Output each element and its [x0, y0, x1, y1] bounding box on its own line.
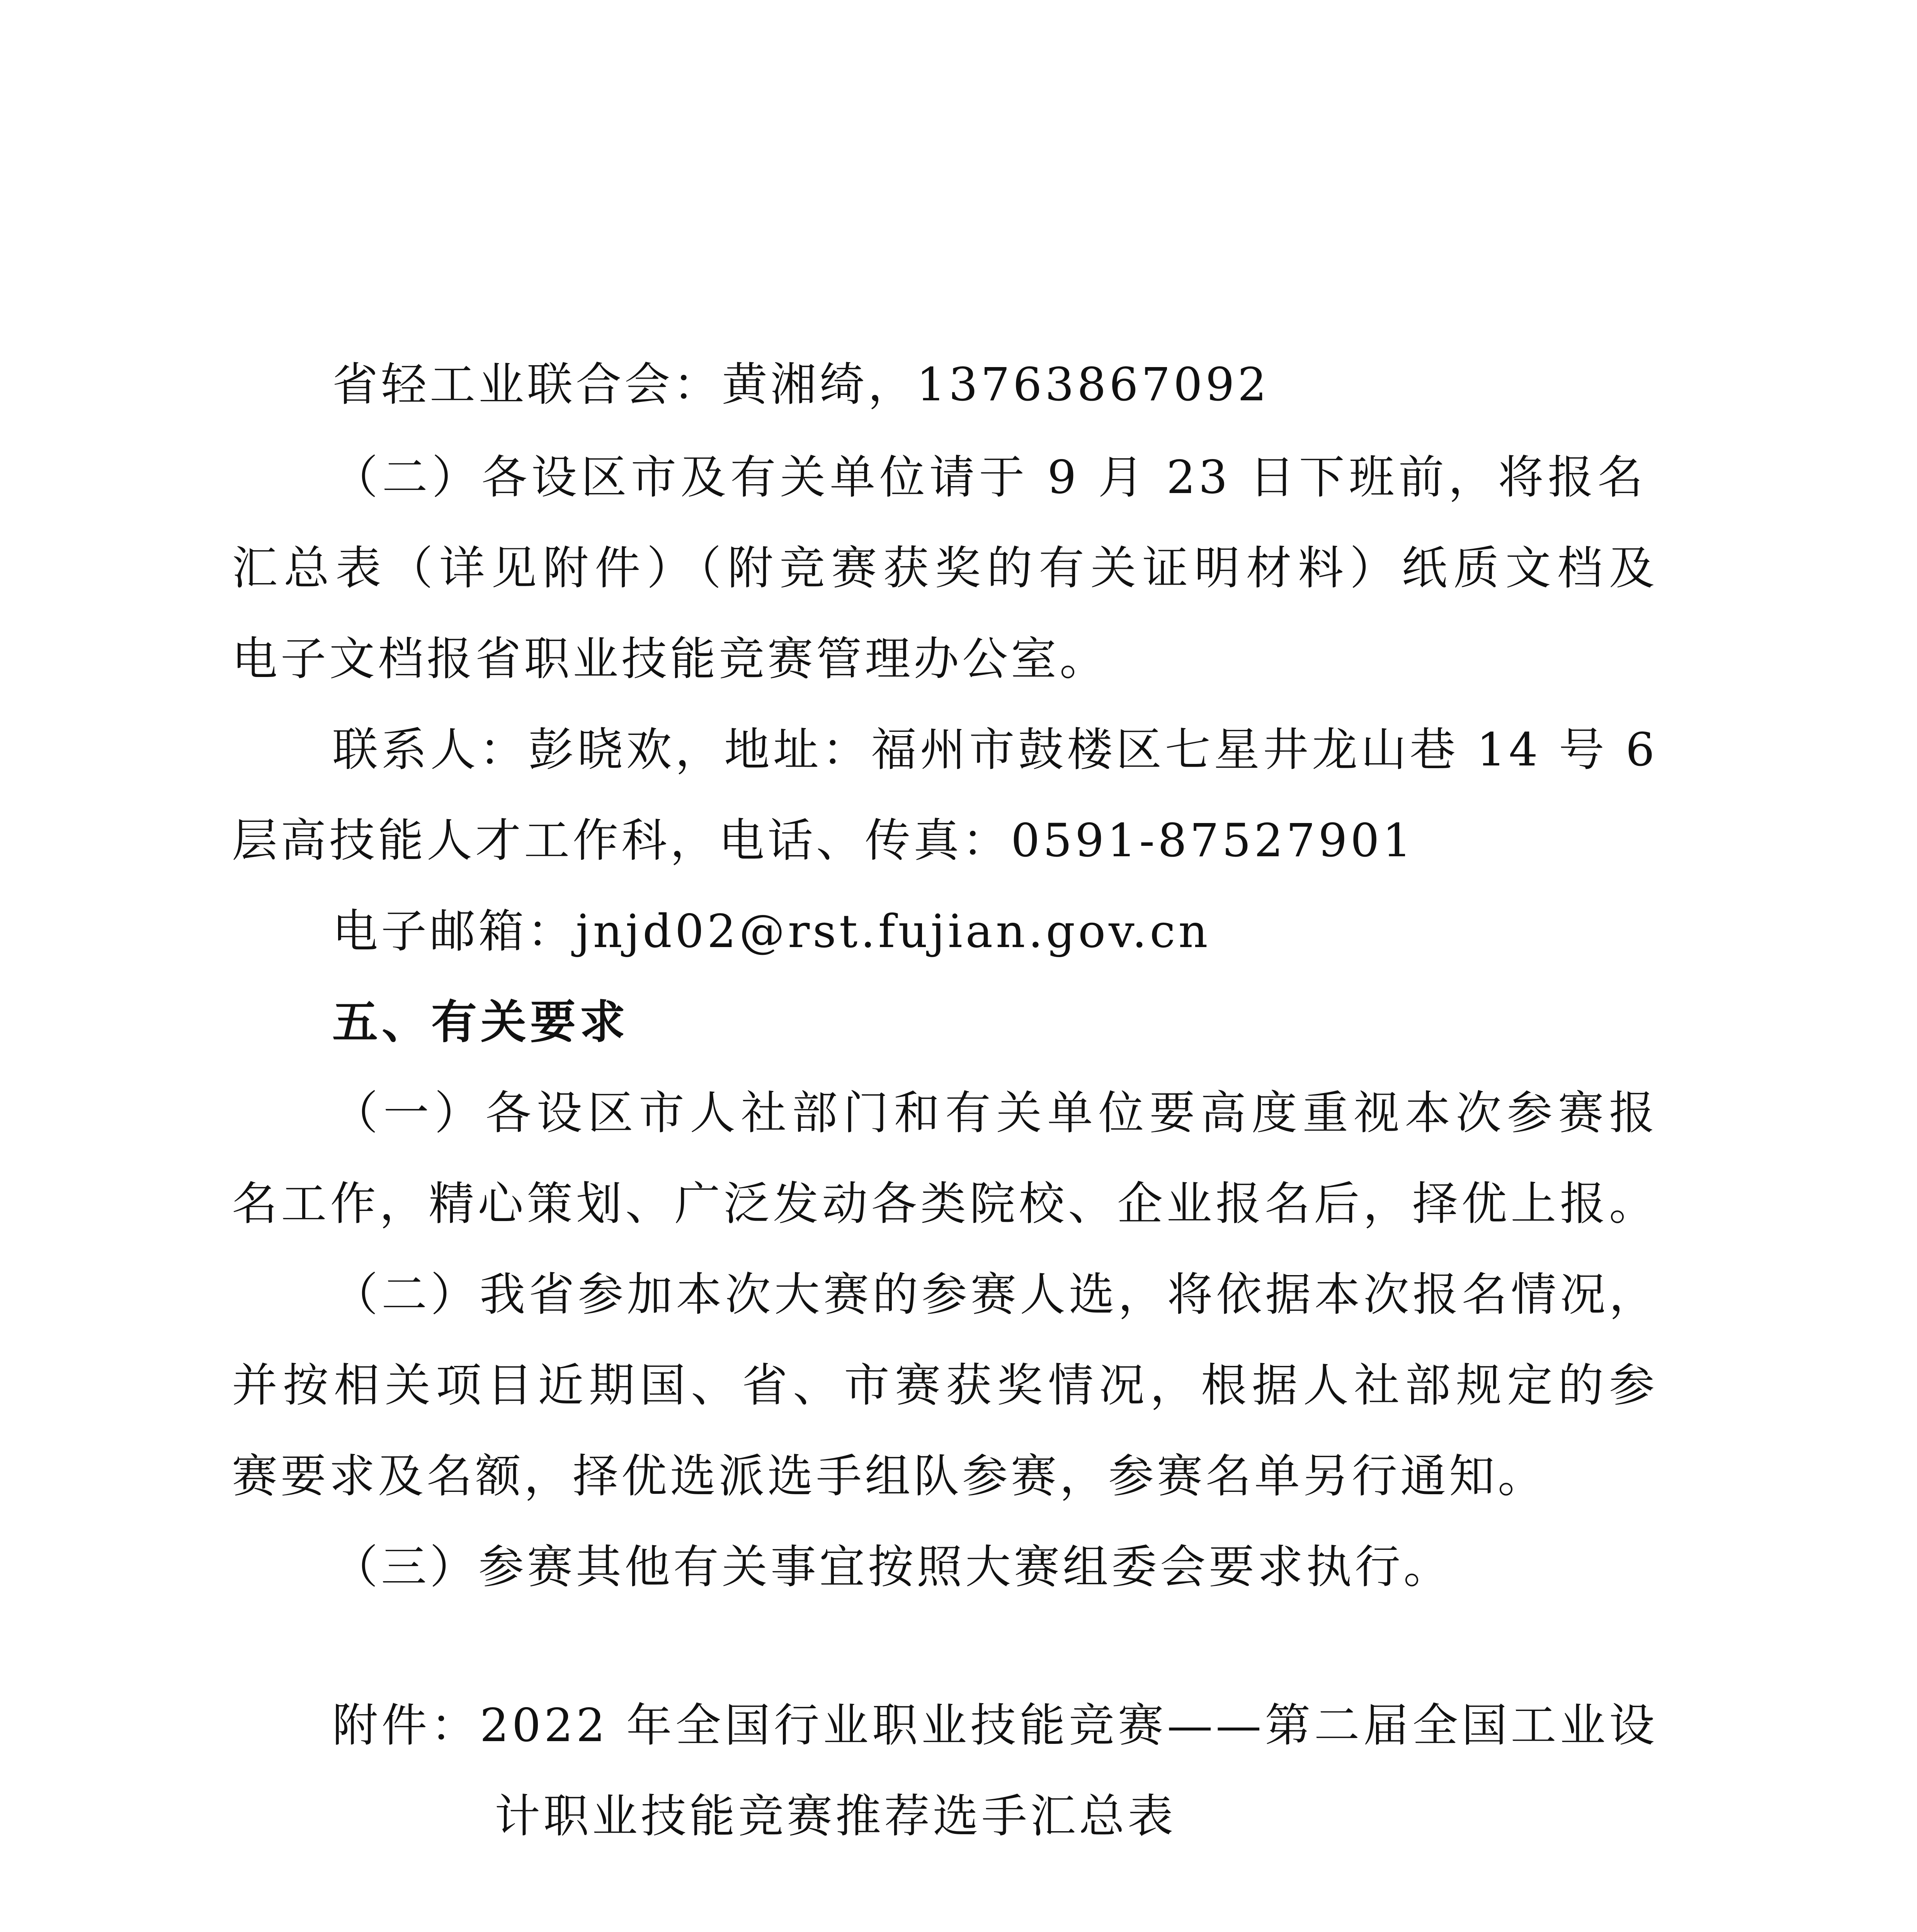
attachment-line-2: 计职业技能竞赛推荐选手汇总表: [495, 1789, 1177, 1843]
contact-person-line-1: 联系人：彭晓欢，地址：福州市鼓楼区七星井龙山巷 14 号 6: [332, 723, 1658, 776]
attachment-line-1: 附件：2022 年全国行业职业技能竞赛——第二届全国工业设: [332, 1699, 1658, 1752]
contact-person-line-2: 层高技能人才工作科，电话、传真：0591-87527901: [232, 814, 1415, 867]
contact-light-industry: 省轻工业联合会：黄湘绮，13763867092: [332, 358, 1270, 411]
requirement-1-line-1: （一）各设区市人社部门和有关单位要高度重视本次参赛报: [332, 1086, 1658, 1139]
requirement-3: （三）参赛其他有关事宜按照大赛组委会要求执行。: [332, 1540, 1453, 1594]
paragraph-submission-line-1: （二）各设区市及有关单位请于 9 月 23 日下班前，将报名: [332, 451, 1646, 504]
requirement-2-line-1: （二）我省参加本次大赛的参赛人选，将依据本次报名情况，: [332, 1268, 1658, 1321]
requirement-2-line-3: 赛要求及名额，择优选派选手组队参赛，参赛名单另行通知。: [232, 1449, 1547, 1503]
requirement-2-line-2: 并按相关项目近期国、省、市赛获奖情况，根据人社部规定的参: [232, 1359, 1658, 1412]
contact-email: 电子邮箱：jnjd02@rst.fujian.gov.cn: [332, 905, 1211, 958]
paragraph-submission-line-2: 汇总表（详见附件）（附竞赛获奖的有关证明材料）纸质文档及: [232, 541, 1658, 595]
requirement-1-line-2: 名工作，精心策划、广泛发动各类院校、企业报名后，择优上报。: [232, 1177, 1658, 1230]
section-heading: 五、有关要求: [332, 995, 629, 1049]
paragraph-submission-line-3: 电子文档报省职业技能竞赛管理办公室。: [232, 632, 1109, 685]
